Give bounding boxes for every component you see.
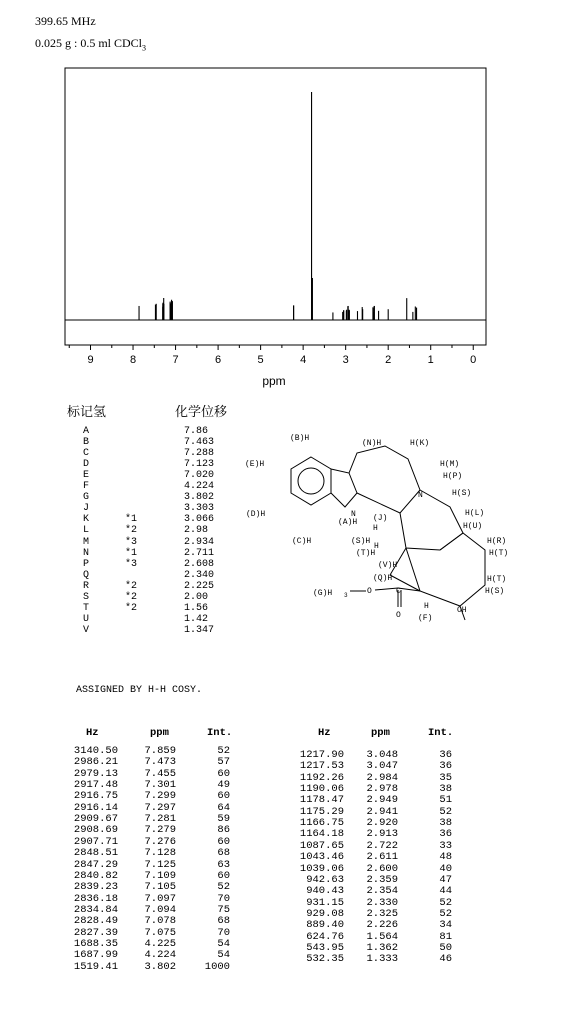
peak-int: 52 [439, 907, 452, 920]
peak-ppm: 7.105 [144, 881, 176, 894]
peak-row [70, 813, 240, 824]
assignment-shift: 1.56 [184, 602, 209, 614]
label-a: (A)H [338, 518, 358, 527]
peak-int: 52 [439, 896, 452, 909]
peak-hz: 1190.06 [299, 783, 344, 796]
peak-row [70, 790, 240, 801]
x-tick-label: 5 [257, 354, 264, 366]
peak-row [296, 931, 466, 942]
assignment-label: T [83, 602, 90, 614]
peak-row [70, 893, 240, 904]
label-m: H(M) [440, 460, 460, 469]
assignment-label: L [83, 525, 90, 537]
peak-hz: 2986.21 [73, 756, 118, 769]
ppm-header: ppm [150, 727, 169, 739]
assignment-footnote: ASSIGNED BY H-H COSY. [76, 685, 203, 696]
peak-hz: 931.15 [306, 896, 344, 909]
peak-row [70, 756, 240, 767]
peak-hz: 1166.75 [299, 817, 344, 830]
peak-hz: 532.35 [306, 953, 344, 966]
assignment-label: U [83, 613, 90, 625]
label-c: (C)H [292, 537, 312, 546]
peak-int: 52 [217, 881, 230, 894]
peak-hz: 1217.90 [299, 749, 344, 761]
peak-ppm: 7.299 [144, 790, 176, 803]
hz-header: Hz [86, 727, 99, 739]
peak-row [70, 802, 240, 813]
assignment-shift: 2.00 [184, 591, 209, 603]
peak-int: 34 [439, 919, 452, 932]
peak-ppm: 3.802 [144, 960, 176, 973]
peak-ppm: 2.354 [366, 885, 398, 898]
peak-row [70, 745, 240, 756]
peak-ppm: 7.075 [144, 926, 176, 939]
peak-int: 60 [217, 835, 230, 848]
assignment-shift: 2.98 [184, 525, 209, 537]
assignment-label: V [83, 624, 90, 636]
peak-ppm: 7.473 [144, 756, 176, 769]
peak-ppm: 1.333 [366, 953, 398, 966]
peak-row [70, 949, 240, 960]
peak-row [296, 760, 466, 771]
peak-hz: 942.63 [306, 873, 344, 886]
label-h2: H [374, 542, 379, 551]
peak-hz: 1175.29 [299, 805, 344, 818]
peak-hz: 1178.47 [299, 794, 344, 807]
assignment-shift: 7.020 [184, 470, 215, 482]
label-n: (N)H [362, 439, 382, 448]
assignment-note: *3 [125, 536, 138, 548]
assignment-shift: 3.066 [184, 514, 215, 526]
peak-row [296, 897, 466, 908]
peak-row [296, 885, 466, 896]
peak-ppm: 7.455 [144, 767, 176, 780]
peak-int: 49 [217, 779, 230, 792]
concentration-text: 0.025 g : 0.5 ml CDCl [35, 36, 143, 50]
peak-hz: 2840.82 [73, 869, 118, 882]
peak-int: 36 [439, 828, 452, 841]
peak-ppm: 7.859 [144, 745, 176, 757]
peak-hz: 2979.13 [73, 767, 118, 780]
peak-ppm: 7.279 [144, 824, 176, 837]
peak-row [70, 870, 240, 881]
label-l: H(L) [465, 509, 485, 518]
assignment-note: *1 [125, 547, 138, 559]
peak-ppm: 7.109 [144, 869, 176, 882]
ppm-header: ppm [371, 727, 390, 739]
peak-row [296, 840, 466, 851]
peak-int: 48 [439, 851, 452, 864]
peak-ppm: 2.330 [366, 896, 398, 909]
peak-ppm: 2.913 [366, 828, 398, 841]
peak-ppm: 7.281 [144, 813, 176, 826]
label-b: (B)H [290, 434, 310, 443]
peak-row [296, 851, 466, 862]
peak-row [296, 863, 466, 874]
peak-row [296, 772, 466, 783]
peak-row [296, 828, 466, 839]
peak-row [296, 919, 466, 930]
assignment-shift: 1.347 [184, 624, 215, 636]
peak-ppm: 7.094 [144, 903, 176, 916]
peak-int: 38 [439, 783, 452, 796]
peak-int: 57 [217, 756, 230, 769]
assignment-shift: 7.86 [184, 426, 209, 437]
peak-int: 36 [439, 760, 452, 773]
label-carbonyl-o: O [396, 611, 401, 620]
peak-ppm: 2.226 [366, 919, 398, 932]
label-jh: H [373, 524, 378, 533]
peak-row [70, 927, 240, 938]
peak-hz: 1164.18 [299, 828, 344, 841]
assignment-shift: 7.463 [184, 437, 215, 449]
assignment-note: *3 [125, 558, 138, 570]
label-p: H(P) [443, 472, 463, 481]
peak-hz: 2839.23 [73, 881, 118, 894]
label-t: (T)H [356, 549, 376, 558]
label-s2: (S)H [351, 537, 371, 546]
assignment-label: G [83, 492, 90, 504]
assignment-label: C [83, 448, 90, 460]
assignment-label: F [83, 481, 90, 493]
peak-row [70, 768, 240, 779]
assignment-shift: 7.288 [184, 448, 215, 460]
peak-row [70, 824, 240, 835]
hz-header: Hz [318, 727, 331, 739]
peak-int: 54 [217, 937, 230, 950]
label-r: H(R) [487, 537, 507, 546]
peak-int: 47 [439, 873, 452, 886]
assignment-label: K [83, 514, 90, 526]
peak-hz: 3140.50 [73, 745, 118, 757]
int-header: Int. [207, 727, 233, 739]
label-j: (J) [373, 514, 388, 523]
peak-ppm: 2.984 [366, 771, 398, 784]
assignment-label: M [83, 536, 90, 548]
assignment-shift: 2.711 [184, 547, 215, 559]
peak-row [296, 953, 466, 964]
peak-hz: 2847.29 [73, 858, 118, 871]
x-tick-label: 7 [172, 354, 179, 366]
peak-row [296, 874, 466, 885]
peak-ppm: 7.125 [144, 858, 176, 871]
assignment-shift: 2.225 [184, 580, 215, 592]
label-g-sub: 3 [344, 592, 348, 599]
x-tick-label: 9 [87, 354, 94, 366]
assignment-label: E [83, 470, 90, 482]
peak-int: 60 [217, 767, 230, 780]
peak-hz: 1087.65 [299, 839, 344, 852]
peak-ppm: 3.048 [366, 749, 398, 761]
concentration-subscript: 3 [142, 43, 147, 53]
peak-ppm: 2.325 [366, 907, 398, 920]
peak-hz: 889.40 [306, 919, 344, 932]
peak-ppm: 2.941 [366, 805, 398, 818]
spectrometer-frequency: 399.65 MHz [35, 14, 96, 28]
peak-int: 68 [217, 915, 230, 928]
peak-hz: 2827.39 [73, 926, 118, 939]
label-q: (Q)H [373, 574, 393, 583]
peak-int: 63 [217, 858, 230, 871]
label-s1: H(S) [452, 489, 472, 498]
assignment-note: *1 [125, 514, 138, 526]
peak-ppm: 2.949 [366, 794, 398, 807]
peak-hz: 1192.26 [299, 771, 344, 784]
label-ester-o: O [367, 587, 372, 596]
assignment-note: *2 [125, 602, 138, 614]
peak-ppm: 7.078 [144, 915, 176, 928]
peak-int: 59 [217, 813, 230, 826]
peak-int: 38 [439, 817, 452, 830]
peak-hz: 929.08 [306, 907, 344, 920]
label-t2: H(T) [487, 575, 507, 584]
peak-row [296, 794, 466, 805]
assignment-label: B [83, 437, 90, 449]
assignment-label: D [83, 459, 90, 471]
assignment-label: A [83, 426, 90, 437]
assignment-shift: 3.802 [184, 492, 215, 504]
peak-row [70, 859, 240, 870]
peak-hz: 1519.41 [73, 960, 118, 973]
peak-int: 35 [439, 771, 452, 784]
peak-row [70, 904, 240, 915]
peak-hz: 2917.48 [73, 779, 118, 792]
label-t1: H(T) [489, 549, 509, 558]
label-u: H(U) [463, 522, 483, 531]
peak-row [70, 961, 240, 972]
peak-hz: 1039.06 [299, 862, 344, 875]
label-k: H(K) [410, 439, 430, 448]
peak-table-right [296, 727, 454, 966]
label-s3: H(S) [485, 587, 505, 596]
peak-ppm: 4.225 [144, 937, 176, 950]
label-n2: N [418, 491, 423, 500]
x-tick-label: 3 [342, 354, 349, 366]
label-fh: H [424, 602, 429, 611]
peak-ppm: 2.600 [366, 862, 398, 875]
assignment-label: J [83, 503, 90, 515]
x-tick-label: 6 [215, 354, 222, 366]
peak-row [296, 942, 466, 953]
peak-row [70, 779, 240, 790]
peak-row [70, 938, 240, 949]
peak-table-left [70, 727, 233, 973]
x-tick-label: 1 [427, 354, 434, 366]
x-tick-label: 2 [385, 354, 392, 366]
peak-ppm: 1.564 [366, 930, 398, 943]
x-tick-label: 8 [129, 354, 137, 366]
label-v: (V)H [378, 561, 398, 570]
peak-hz: 2836.18 [73, 892, 118, 905]
assignment-label: P [83, 558, 90, 570]
peak-int: 64 [217, 801, 230, 814]
x-tick-label: 4 [300, 354, 307, 366]
peak-int: 81 [439, 930, 452, 943]
label-e: (E)H [245, 460, 265, 469]
assignment-shift: 7.123 [184, 459, 215, 471]
peak-ppm: 2.611 [366, 851, 398, 864]
peak-int: 50 [439, 941, 452, 954]
peak-row [296, 783, 466, 794]
assignment-note: *2 [125, 591, 138, 603]
peak-int: 40 [439, 862, 452, 875]
assignment-shift: 2.934 [184, 536, 215, 548]
peak-int: 68 [217, 847, 230, 860]
assignment-label: S [83, 591, 90, 603]
label-g: (G)H [313, 589, 333, 598]
peak-row [70, 881, 240, 892]
peak-ppm: 2.359 [366, 873, 398, 886]
peak-row [70, 836, 240, 847]
assignment-shift: 2.340 [184, 569, 215, 581]
assignment-note: *2 [125, 580, 138, 592]
peak-hz: 1687.99 [73, 949, 118, 962]
peak-int: 70 [217, 926, 230, 939]
peak-ppm: 4.224 [144, 949, 176, 962]
peak-int: 46 [439, 953, 452, 966]
peak-ppm: 7.128 [144, 847, 176, 860]
assignment-label-header: 标记氢 [67, 405, 107, 420]
int-header: Int. [428, 727, 454, 739]
assignment-label: Q [83, 569, 90, 581]
assignment-shift: 1.42 [184, 613, 209, 625]
peak-hz: 2908.69 [73, 824, 118, 837]
x-tick-label: 0 [470, 354, 477, 366]
peak-row [296, 806, 466, 817]
assignment-shift: 4.224 [184, 481, 215, 493]
peak-int: 36 [439, 749, 452, 761]
peak-hz: 2916.14 [73, 801, 118, 814]
peak-ppm: 2.920 [366, 817, 398, 830]
peak-ppm: 2.978 [366, 783, 398, 796]
x-axis-label: ppm [262, 374, 286, 388]
peak-hz: 2848.51 [73, 847, 118, 860]
peak-ppm: 7.276 [144, 835, 176, 848]
peak-hz: 940.43 [306, 885, 344, 898]
peak-int: 75 [217, 903, 230, 916]
peak-ppm: 3.047 [366, 760, 398, 773]
peak-row [70, 915, 240, 926]
peak-int: 52 [217, 745, 230, 757]
label-f: (F) [418, 614, 433, 623]
peak-hz: 2907.71 [73, 835, 118, 848]
label-d: (D)H [246, 510, 266, 519]
peak-ppm: 1.362 [366, 941, 398, 954]
assignment-shift: 3.303 [184, 503, 215, 515]
peak-int: 54 [217, 949, 230, 962]
assignment-note: *2 [125, 525, 138, 537]
peak-int: 52 [439, 805, 452, 818]
assignment-label: R [83, 580, 90, 592]
peak-hz: 624.76 [306, 930, 344, 943]
label-oh: OH [457, 606, 467, 615]
peak-hz: 2834.84 [73, 903, 118, 916]
peak-int: 33 [439, 839, 452, 852]
peak-hz: 543.95 [306, 941, 344, 954]
peak-hz: 1043.46 [299, 851, 344, 864]
peak-row [296, 817, 466, 828]
peak-hz: 2916.75 [73, 790, 118, 803]
peak-ppm: 7.097 [144, 892, 176, 905]
peak-row [296, 749, 466, 760]
peak-ppm: 2.722 [366, 839, 398, 852]
peak-row [70, 847, 240, 858]
peak-hz: 2828.49 [73, 915, 118, 928]
peak-hz: 1688.35 [73, 937, 118, 950]
peak-int: 1000 [204, 960, 230, 973]
peak-int: 51 [439, 794, 452, 807]
peak-int: 60 [217, 790, 230, 803]
peak-hz: 1217.53 [299, 760, 344, 773]
peak-ppm: 7.301 [144, 779, 176, 792]
peak-int: 60 [217, 869, 230, 882]
assignment-shift-header: 化学位移 [175, 405, 228, 420]
peak-hz: 2909.67 [73, 813, 118, 826]
peak-int: 70 [217, 892, 230, 905]
label-carbonyl-c: C [396, 587, 401, 596]
assignment-label: N [83, 547, 90, 559]
peak-int: 86 [217, 824, 230, 837]
label-nh: N [351, 510, 356, 519]
assignment-shift: 2.608 [184, 558, 215, 570]
peak-row [296, 908, 466, 919]
peak-ppm: 7.297 [144, 801, 176, 814]
peak-int: 44 [439, 885, 452, 898]
